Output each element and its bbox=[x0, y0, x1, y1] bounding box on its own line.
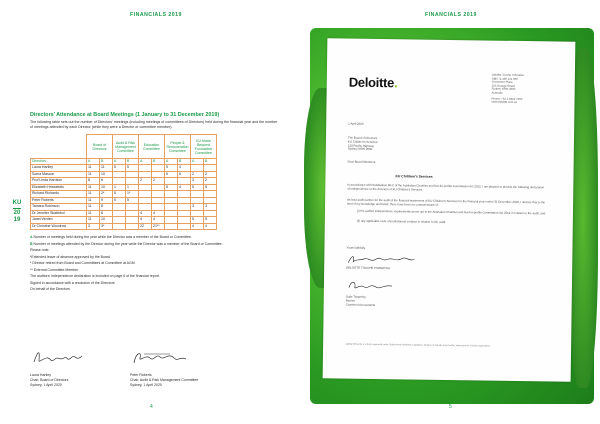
attendance-cell: 5 bbox=[126, 197, 139, 204]
sub-a: A bbox=[139, 159, 152, 165]
director-name: Elizabeth Hristofedis bbox=[31, 184, 87, 191]
attendance-cell: 10 bbox=[100, 217, 113, 224]
letter-recipient bbox=[348, 137, 548, 155]
signature-roberts bbox=[130, 348, 190, 368]
sub-a: A bbox=[191, 159, 204, 165]
side-tag-year-top: 20 bbox=[13, 209, 21, 216]
letter-footer: Liability limited by a scheme approved under Professional Standards Legislation. Member of Deloitte Asia Pacific Limited and the Deloitte organisation. bbox=[345, 343, 491, 348]
attendance-cell: 11 bbox=[87, 217, 100, 224]
attendance-cell: 5 bbox=[204, 184, 217, 191]
attendance-cell: 8 bbox=[87, 178, 100, 185]
attendance-cell: 5 bbox=[165, 165, 178, 172]
attendance-cell: 3* bbox=[100, 223, 113, 230]
letter-paragraph: In accordance with Subdivision 60-C of the Australian Charities and Not-for-profits Commission Act 2012, I am pleased to provide the following declaration of independence to the directors of KU Children's Services. bbox=[347, 182, 545, 192]
attendance-cell: 2 bbox=[152, 178, 165, 185]
signed-note: Signed in accordance with a resolution of the Directors bbox=[30, 280, 115, 285]
page-number-right: 5 bbox=[449, 404, 452, 410]
attendance-heading: Directors’ Attendance at Board Meetings (1 January to 31 December 2019) bbox=[30, 112, 220, 118]
attendance-cell: 9 bbox=[100, 197, 113, 204]
table-corner bbox=[31, 135, 87, 159]
recipient-line: 129 Pacific Highway bbox=[347, 143, 374, 148]
attendance-cell bbox=[113, 223, 126, 230]
attendance-cell: 5 bbox=[191, 184, 204, 191]
signatory-role: Chair, Board of Directors bbox=[30, 378, 69, 382]
section-title: FINANCIALS 2019 bbox=[130, 12, 182, 18]
director-name: Tamara Robinson bbox=[31, 204, 87, 211]
note-please: Please note: bbox=[30, 248, 50, 253]
director-name: Richard Richards bbox=[31, 191, 87, 198]
director-name: Dr Christine Woodrow bbox=[31, 223, 87, 230]
director-name: Prof Linda Harrison bbox=[31, 178, 87, 185]
attendance-intro: The following table sets out the number of Directors’ meetings (including meetings of committees of Directors) held during the financial year and the number of meetings attended by each Director (while they were a Director or committee member). bbox=[30, 120, 278, 129]
letter-firm: DELOITTE TOUCHE TOHMATSU bbox=[346, 265, 390, 271]
attendance-cell: 6 bbox=[100, 210, 113, 217]
right-page bbox=[300, 0, 600, 424]
address-line: Deloitte Touche Tohmatsu bbox=[491, 72, 525, 78]
sub-a: A bbox=[165, 159, 178, 165]
recipient-line: The Board of Directors bbox=[347, 135, 378, 140]
signatory-name: Laura Hartley bbox=[30, 373, 52, 377]
attendance-cell: 8 bbox=[100, 204, 113, 211]
attendance-cell: 4 bbox=[139, 210, 152, 217]
address-line: 225 George Street bbox=[491, 83, 515, 88]
side-tag-rule bbox=[13, 208, 21, 209]
director-name: Janet Verden bbox=[31, 217, 87, 224]
sub-b: B bbox=[100, 159, 113, 165]
attendance-cell: 5 bbox=[113, 197, 126, 204]
recipient-line: Sydney NSW 2000 bbox=[347, 146, 373, 152]
attendance-cell: 5 bbox=[126, 165, 139, 172]
attendance-cell: 4 bbox=[178, 165, 191, 172]
behalf-note: On behalf of the Directors bbox=[30, 287, 70, 292]
director-name: Dr Jennifer Skattebol bbox=[31, 210, 87, 217]
attendance-cell: 5 bbox=[113, 165, 126, 172]
attendance-cell: 2 bbox=[139, 178, 152, 185]
note-2: * Director retired from Board and Committees at Committee at AGM bbox=[30, 261, 135, 266]
attendance-cell: 11 bbox=[87, 191, 100, 198]
attendance-cell: 2* bbox=[100, 191, 113, 198]
attendance-cell: 10 bbox=[100, 171, 113, 178]
address-line: www.deloitte.com.au bbox=[491, 99, 518, 105]
attendance-cell: 5 bbox=[191, 217, 204, 224]
deloitte-logo bbox=[349, 75, 398, 91]
attendance-cell: 3 bbox=[87, 223, 100, 230]
attendance-table bbox=[30, 134, 217, 230]
section-title: FINANCIALS 2019 bbox=[425, 12, 477, 18]
attendance-cell: 1* bbox=[126, 191, 139, 198]
letter-subject: KU Children's Services bbox=[395, 174, 433, 179]
letter-list-item: (ii) any applicable code of professional conduct in relation to the audit. bbox=[356, 218, 447, 224]
sub-b: B bbox=[126, 159, 139, 165]
attendance-cell: 11 bbox=[100, 165, 113, 172]
attendance-cell: 4 bbox=[178, 184, 191, 191]
partner-signature bbox=[346, 279, 396, 294]
attendance-cell: 1 bbox=[113, 184, 126, 191]
sub-a: A bbox=[87, 159, 100, 165]
attendance-cell: 10 bbox=[100, 184, 113, 191]
auditor-note: The auditors’ independence declaration is included on page 6 of the financial report. bbox=[30, 274, 160, 279]
attendance-cell: 6 bbox=[100, 178, 113, 185]
attendance-cell: 2 bbox=[204, 171, 217, 178]
table-row bbox=[31, 223, 217, 230]
attendance-cell: 11 bbox=[87, 165, 100, 172]
col-audit: Audit & Risk Management Committee bbox=[113, 135, 139, 159]
attendance-cell: 11 bbox=[87, 204, 100, 211]
attendance-cell: 5 bbox=[165, 184, 178, 191]
signatory-place: Sydney, 1 April 2020 bbox=[30, 383, 62, 387]
signatory-place: Sydney, 1 April 2020 bbox=[130, 383, 162, 387]
attendance-cell: 22 bbox=[139, 223, 152, 230]
attendance-cell bbox=[165, 223, 178, 230]
auditor-letter bbox=[323, 38, 576, 381]
attendance-cell: 11 bbox=[87, 184, 100, 191]
letter-paragraph: As lead audit partner for the audit of the financial statements of KU Children's Services for the financial year ended 31 December 2019, I declare that to the best of my knowledge and belief, there have been no contraventions of: bbox=[347, 197, 546, 207]
attendance-cell bbox=[178, 223, 191, 230]
signature-hartley bbox=[30, 348, 90, 368]
table-header-row bbox=[31, 135, 217, 159]
attendance-cell: 5 bbox=[113, 191, 126, 198]
attendance-cell: 11 bbox=[87, 197, 100, 204]
letter-list-item: (i) the auditor independence requirements as set out in the Australian Charities and Not-for-profits Commission Act 2012 in relation to the audit; and bbox=[356, 208, 546, 216]
address-line: Phone: +61 2 9322 7000 bbox=[491, 96, 523, 101]
side-tag-ku: KU bbox=[12, 200, 22, 206]
page-number-left: 4 bbox=[150, 404, 153, 410]
side-tag bbox=[10, 200, 24, 224]
director-name: Soma Mascon bbox=[31, 171, 87, 178]
letterhead-address bbox=[491, 74, 561, 106]
directors-label: Directors bbox=[31, 159, 87, 165]
sub-b: B bbox=[178, 159, 191, 165]
attendance-cell: 2 bbox=[204, 178, 217, 185]
note-1: *Extended leave of absence approved by the Board bbox=[30, 254, 110, 259]
partner-name: Gaile Timperley bbox=[345, 294, 366, 299]
attendance-cell: 1 bbox=[126, 184, 139, 191]
recipient-line: KU Children's Services bbox=[347, 139, 378, 144]
address-line: Sydney NSW 2000 bbox=[491, 86, 516, 92]
letter-closing: Yours faithfully bbox=[346, 245, 366, 250]
signature-block-audit bbox=[130, 348, 250, 388]
director-name: Laura Hartley bbox=[31, 165, 87, 172]
attendance-cell: 4 bbox=[204, 223, 217, 230]
note-3-text: External Committee Member bbox=[33, 267, 79, 272]
attendance-cell: 5 bbox=[178, 171, 191, 178]
partner-title: Partner bbox=[345, 298, 356, 303]
attendance-cell: 2 bbox=[191, 171, 204, 178]
attendance-cell: 4 bbox=[191, 223, 204, 230]
side-tag-year-bottom: 19 bbox=[13, 216, 21, 223]
attendance-cell: 3 bbox=[191, 178, 204, 185]
note-b-key: B bbox=[30, 241, 33, 246]
attendance-cell: 21** bbox=[152, 223, 165, 230]
attendance-cell: 3 bbox=[191, 204, 204, 211]
note-a-key: A bbox=[30, 235, 33, 240]
note-b-text: Number of meetings attended by the Director during the year while the Director was a member of the Board or Committee. bbox=[33, 241, 223, 246]
attendance-cell: 4 bbox=[139, 217, 152, 224]
address-line: Grosvenor Place bbox=[491, 79, 513, 85]
address-line: ABN 74 490 121 060 bbox=[491, 76, 518, 81]
letter-partner bbox=[346, 296, 546, 310]
address-line: Australia bbox=[491, 90, 503, 95]
signatory-name: Peter Roberts bbox=[130, 373, 152, 377]
letter-salutation: Dear Board Members bbox=[347, 159, 376, 164]
attendance-cell: 11 bbox=[87, 210, 100, 217]
col-education: Education Committee bbox=[139, 135, 165, 159]
col-people: People & Remuneration Committee bbox=[165, 135, 191, 159]
attendance-section bbox=[30, 113, 285, 293]
note-a-text: Number of meetings held during the year while the Director was a member of the Board or Committee. bbox=[33, 235, 192, 240]
attendance-cell: 5 bbox=[204, 217, 217, 224]
logo-text: Deloitte bbox=[348, 74, 395, 91]
director-name: Peter Roberts bbox=[31, 197, 87, 204]
attendance-cell: 11 bbox=[87, 171, 100, 178]
attendance-notes bbox=[30, 234, 285, 293]
attendance-cell: 5 bbox=[165, 171, 178, 178]
partner-firm-type: Chartered Accountants bbox=[345, 302, 376, 307]
signatory-role: Chair, Audit & Risk Management Committee bbox=[130, 378, 199, 382]
attendance-cell: 4 bbox=[152, 217, 165, 224]
sub-b: B bbox=[204, 159, 217, 165]
logo-dot: . bbox=[393, 75, 398, 91]
attendance-cell: 4 bbox=[152, 210, 165, 217]
sub-b: B bbox=[152, 159, 165, 165]
col-board: Board of Directors bbox=[87, 135, 113, 159]
note-3: ** External Committee Member bbox=[30, 267, 79, 272]
col-foundation: KU Marie Bequest Foundation Committee bbox=[191, 135, 217, 159]
attendance-cell: 3 bbox=[204, 204, 217, 211]
attendance-cell bbox=[126, 223, 139, 230]
sub-a: A bbox=[113, 159, 126, 165]
note-2-text: Director retired from Board and Committees at Committee at AGM bbox=[32, 261, 135, 266]
letter-date: 1 April 2020 bbox=[348, 121, 364, 126]
